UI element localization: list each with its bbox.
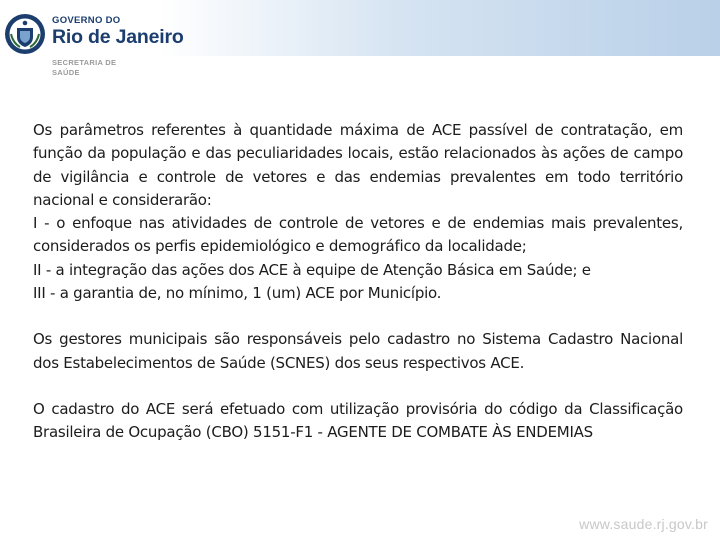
footer-url: www.saude.rj.gov.br <box>579 516 708 532</box>
logo <box>0 0 200 80</box>
gov-label-small: GOVERNO DO <box>52 15 121 26</box>
paragraph-gap <box>33 305 683 328</box>
gov-label-big: Rio de Janeiro <box>52 26 184 48</box>
list-item-2: II - a integração das ações dos ACE à equipe de Atenção Básica em Saúde; e <box>33 260 591 279</box>
paragraph-gap <box>33 375 683 398</box>
secretaria-label: SECRETARIA DE SAÚDE <box>52 58 117 77</box>
list-item-3: III - a garantia de, no mínimo, 1 (um) ACE por Município. <box>33 284 442 303</box>
list-item-1: I - o enfoque nas atividades de controle de vetores e de endemias mais prevalentes, considerados os perfis epidemiológico e demográfico da localidade; <box>33 214 683 256</box>
paragraph-cbo: O cadastro do ACE será efetuado com utilização provisória do código da Classificação Brasileira de Ocupação (CBO) 5151-F1 - AGENTE DE COMBATE ÀS ENDEMIAS <box>33 399 683 442</box>
paragraph-scnes: Os gestores municipais são responsáveis pelo cadastro no Sistema Cadastro Nacional dos Estabelecimentos de Saúde (SCNES) dos seus respectivos ACE. <box>33 330 683 372</box>
slide-body <box>33 119 683 445</box>
state-coat-of-arms-icon <box>3 12 47 56</box>
paragraph-intro: Os parâmetros referentes à quantidade máxima de ACE passível de contratação, em função da população e das peculiaridades locais, estão relacionados às ações de campo de vigilância e controle de vetores e das endemias prevalentes em todo território nacional e considerarão: <box>33 121 683 209</box>
